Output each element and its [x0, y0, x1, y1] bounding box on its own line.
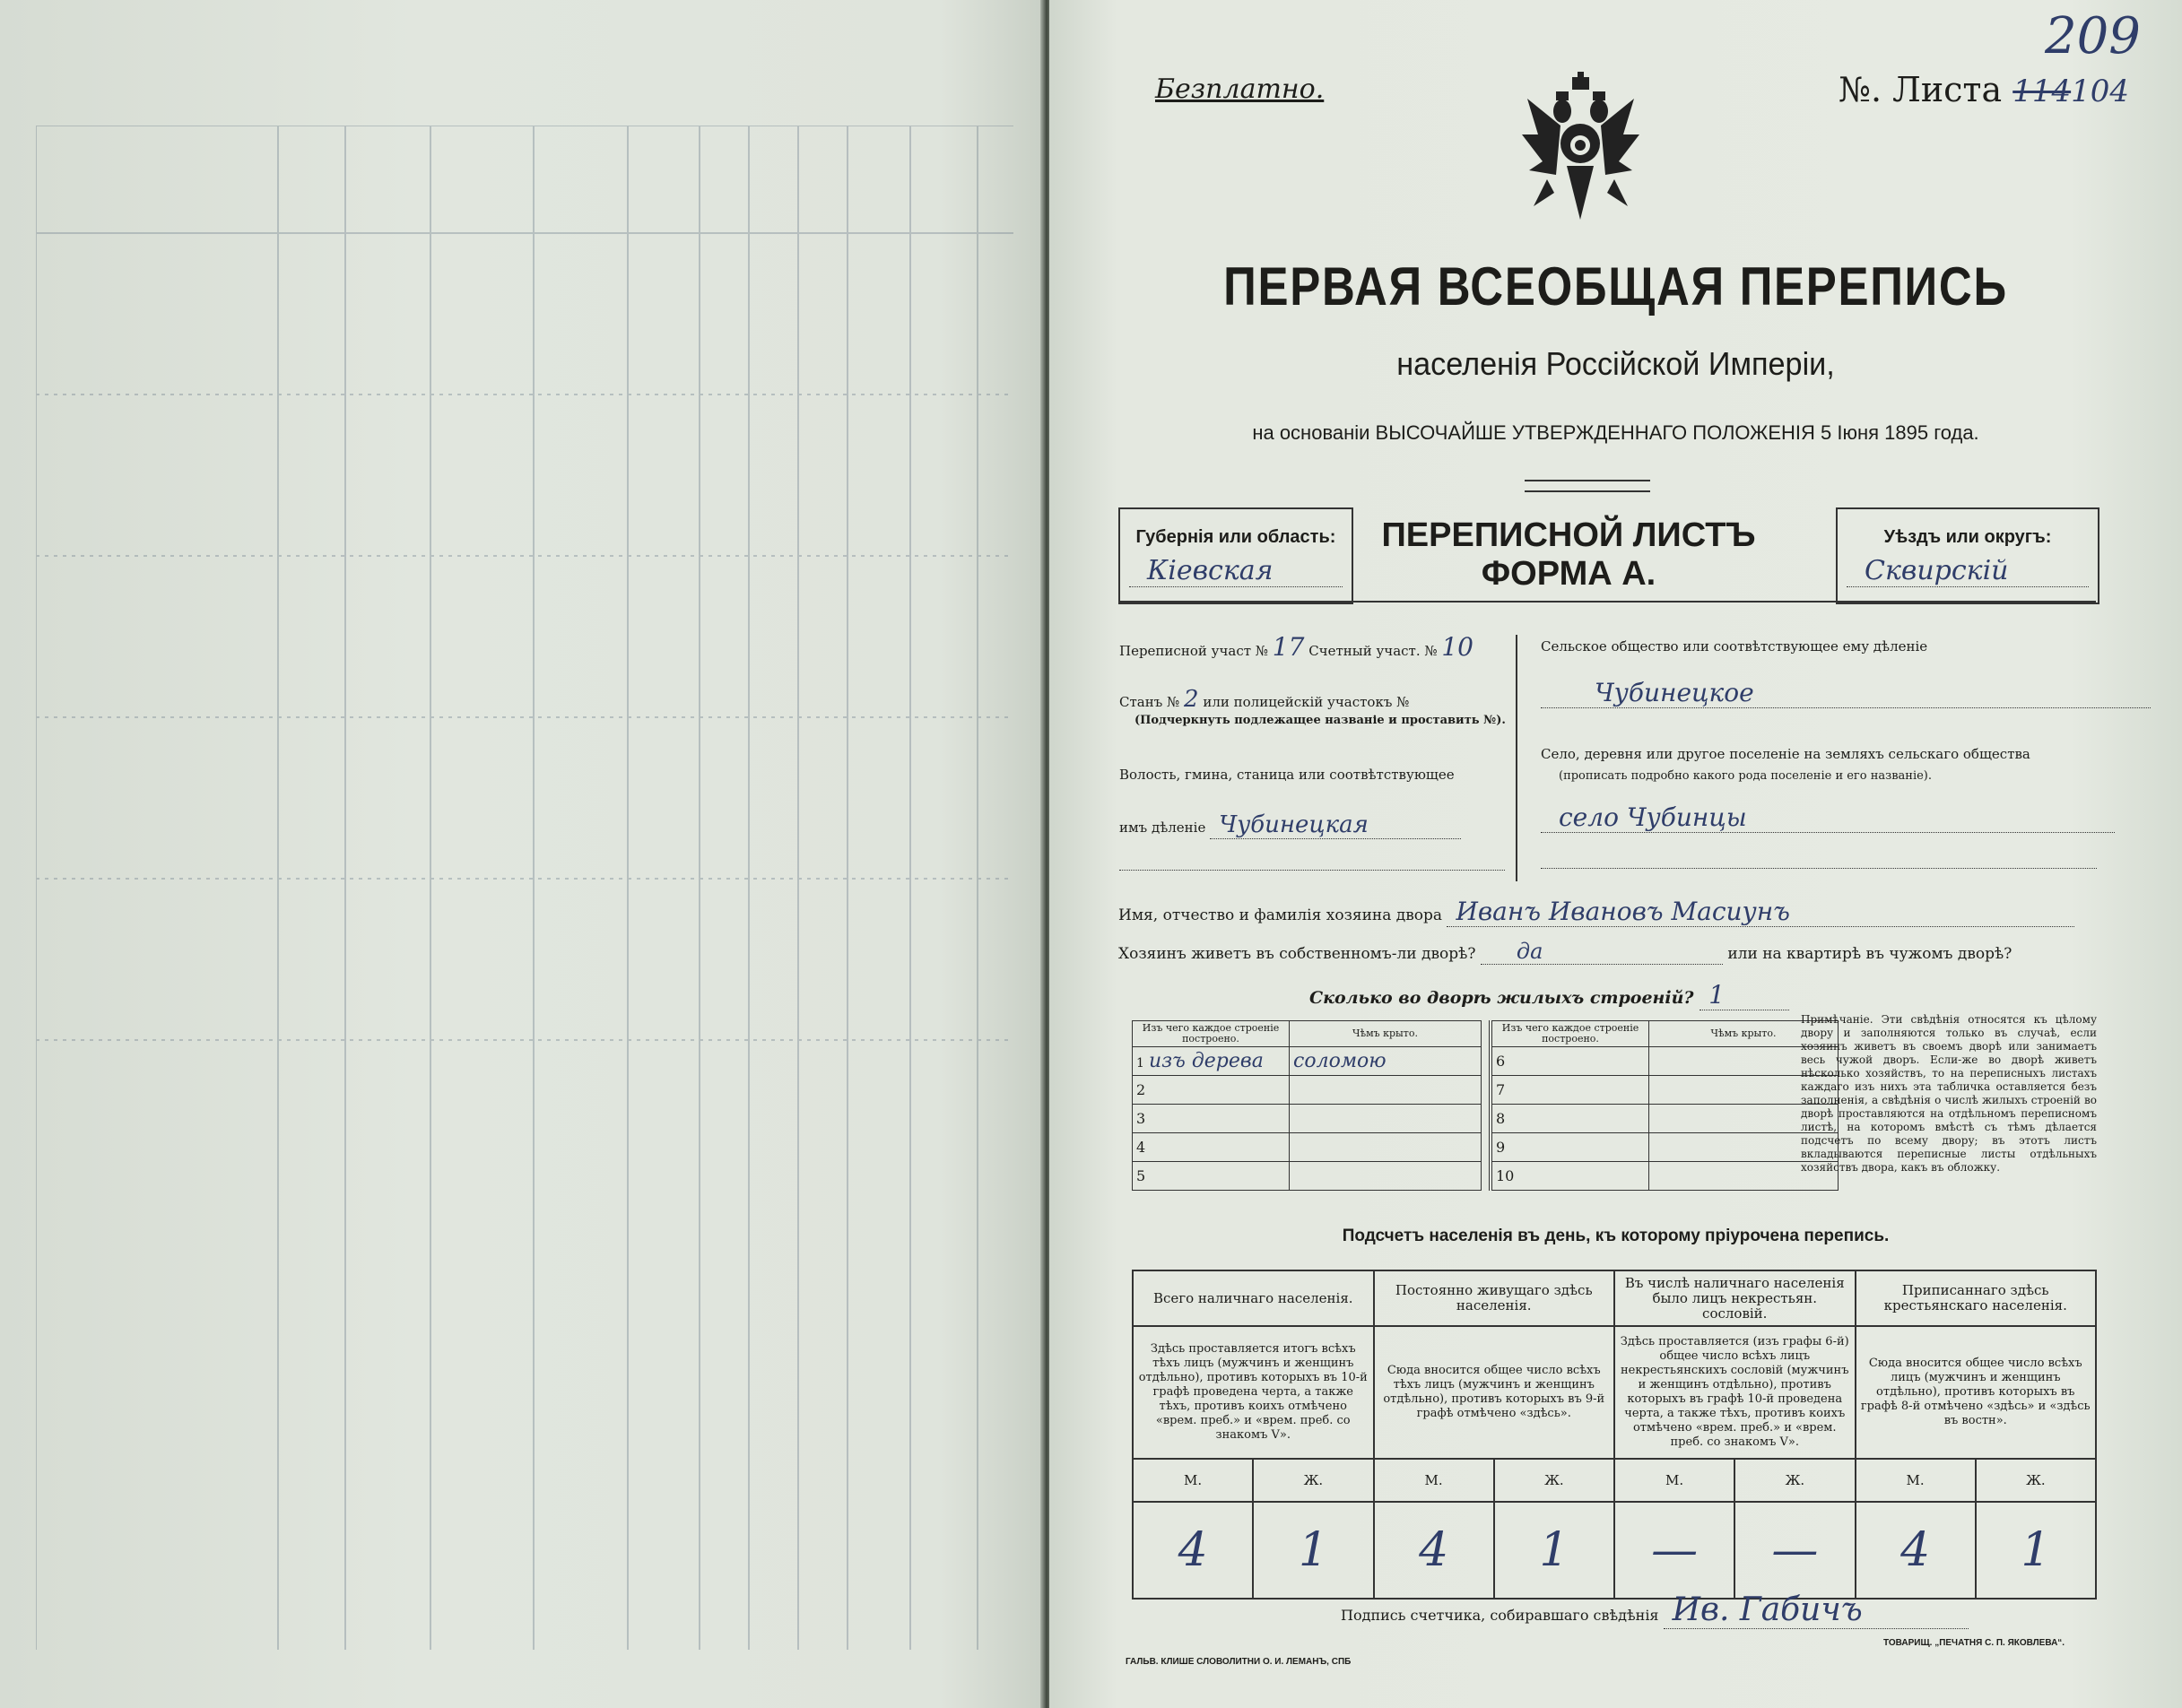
fields-divider	[1516, 635, 1517, 881]
form-title-box	[1354, 507, 1783, 601]
building-row	[1133, 1162, 1482, 1191]
form-subtitle: ФОРМА А.	[1481, 555, 1656, 593]
count-col-head: Всего наличнаго населенія.	[1133, 1270, 1374, 1326]
schetny-value: 10	[1441, 632, 1474, 662]
row-number: 10	[1491, 1162, 1649, 1191]
count-col-desc: Здѣсь проставляется (изъ графы 6-й) общее число всѣхъ лицъ некрестьянскихъ сословій (мужчинъ и женщинъ отдѣльно), противъ которыхъ въ графѣ 10-й проведена черта, а также тѣхъ, противъ коихъ отмѣчено «врем. преб.» и «врем. преб. со знакомъ V».	[1614, 1326, 1856, 1459]
form-title: ПЕРЕПИСНОЙ ЛИСТЪ	[1381, 516, 1756, 554]
male-label: М.	[1374, 1459, 1494, 1502]
stan-value: 2	[1184, 686, 1199, 713]
count-col-head: Приписаннаго здѣсь крестьянскаго населенія.	[1856, 1270, 2097, 1326]
count-col-desc: Сюда вносится общее число всѣхъ тѣхъ лицъ (мужчинъ и женщинъ отдѣльно), противъ которыхъ въ 9-й графѣ отмѣчено «здѣсь».	[1374, 1326, 1615, 1459]
legal-basis: на основаніи ВЫСОЧАЙШЕ УТВЕРЖДЕННАГО ПОЛОЖЕНІЯ 5 Іюня 1895 года.	[1252, 421, 1979, 444]
gubernia-box	[1118, 507, 1353, 604]
buildings-value: 1	[1700, 980, 1789, 1010]
free-label: Безплатно.	[1155, 74, 1325, 105]
building-row	[1133, 1076, 1482, 1105]
population-count-table	[1132, 1270, 2097, 1600]
gubernia-value: Кіевская	[1129, 555, 1343, 587]
main-title: ПЕРВАЯ ВСЕОБЩАЯ ПЕРЕПИСЬ	[1223, 256, 2008, 316]
volost-value: Чубинецкая	[1210, 811, 1461, 839]
row-number: 7	[1491, 1076, 1649, 1105]
buildings-row	[1309, 980, 1789, 1010]
row-number: 5	[1133, 1162, 1290, 1191]
female-label: Ж.	[1734, 1459, 1855, 1502]
stan-label: Станъ №	[1119, 694, 1180, 710]
left-page	[0, 0, 1043, 1708]
male-label: М.	[1856, 1459, 1976, 1502]
show-through-grid	[36, 126, 1013, 1650]
row-number: 6	[1491, 1047, 1649, 1076]
building-row	[1491, 1047, 1839, 1076]
building-roof: соломою	[1290, 1047, 1482, 1076]
own-yard-value: да	[1481, 939, 1723, 965]
sheet-number	[1839, 70, 2129, 109]
building-row	[1133, 1133, 1482, 1162]
female-count: 1	[1253, 1502, 1373, 1599]
row-number: 3	[1133, 1105, 1290, 1133]
volost-label-2: имъ дѣленіе	[1119, 819, 1206, 836]
female-count: 1	[1494, 1502, 1614, 1599]
printer-right: ТОВАРИЩ. „ПЕЧАТНЯ С. П. ЯКОВЛЕВА“.	[1883, 1638, 2065, 1648]
village-label: Село, деревня или другое поселеніе на земляхъ сельскаго общества	[1541, 746, 2030, 762]
signature-label: Подпись счетчика, собиравшаго свѣдѣнія	[1341, 1607, 1659, 1624]
volost-row	[1119, 811, 1505, 839]
archive-number: 209	[2045, 7, 2141, 65]
row-number: 2	[1133, 1076, 1290, 1105]
buildings-label: Сколько во дворѣ жилыхъ строеній?	[1309, 988, 1694, 1008]
building-row	[1491, 1162, 1839, 1191]
building-material: изъ дерева	[1149, 1050, 1264, 1072]
row-number: 1	[1136, 1056, 1144, 1071]
count-col-head: Постоянно живущаго здѣсь населенія.	[1374, 1270, 1615, 1326]
building-row	[1491, 1133, 1839, 1162]
own-yard-label: Хозяинъ живетъ въ собственномъ-ли дворѣ?	[1118, 945, 1476, 963]
count-title: Подсчетъ населенія въ день, къ которому пріурочена перепись.	[1342, 1227, 1890, 1245]
sheet-number-label: №. Листа	[1839, 70, 2003, 109]
buildings-table	[1132, 1020, 1839, 1191]
perepis-uchast-row	[1119, 632, 1505, 662]
owner-name-value: Иванъ Ивановъ Масиунъ	[1447, 897, 2074, 927]
uezd-value: Сквирскій	[1847, 555, 2089, 587]
volost-blank-line	[1119, 870, 1505, 871]
village-note: (прописать подробно какого рода поселеніе и его названіе).	[1559, 769, 1932, 783]
uezd-label: Уѣздъ или округъ:	[1883, 527, 2052, 547]
count-col-head: Въ числѣ наличнаго населенія было лицъ некрестьян. сословій.	[1614, 1270, 1856, 1326]
rent-label: или на квартирѣ въ чужомъ дворѣ?	[1727, 945, 2012, 963]
male-count: 4	[1133, 1502, 1253, 1599]
female-count: 1	[1976, 1502, 2096, 1599]
male-count: —	[1614, 1502, 1734, 1599]
owner-name-label: Имя, отчество и фамилія хозяина двора	[1118, 906, 1443, 924]
col-roof-header: Чѣмъ крыто.	[1290, 1021, 1482, 1047]
row-number: 9	[1491, 1133, 1649, 1162]
perepis-uchast-value: 17	[1272, 632, 1305, 662]
male-label: М.	[1614, 1459, 1734, 1502]
female-count: —	[1734, 1502, 1855, 1599]
female-label: Ж.	[1976, 1459, 2096, 1502]
note-text: Примѣчаніе. Эти свѣдѣнія относятся къ цѣлому двору и заполняются только въ случаѣ, если хозяинъ живетъ въ своемъ дворѣ или занимаетъ весь чужой дворъ. Если-же во дворѣ живетъ нѣсколько хозяйствъ, то на переписныхъ листахъ каждаго изъ нихъ эта табличка оставляется безъ заполненія, а свѣдѣнія о числѣ жилыхъ строеній во дворѣ проставляются на отдѣльномъ переписномъ листѣ, на которомъ вмѣстѣ съ тѣмъ дѣлается подсчетъ по всему двору; въ этотъ листъ вкладываются переписные листы отдѣльныхъ хозяйствъ двора, какъ въ обложку.	[1801, 1013, 2097, 1174]
printer-left: ГАЛЬВ. КЛИШЕ СЛОВОЛИТНИ О. И. ЛЕМАНЪ, СПБ	[1126, 1657, 1352, 1667]
owner-residence-row	[1118, 939, 2096, 965]
volost-label: Волость, гмина, станица или соотвѣтствующее	[1119, 767, 1455, 783]
female-label: Ж.	[1494, 1459, 1614, 1502]
building-row	[1491, 1105, 1839, 1133]
sheet-number-new: 104	[2071, 74, 2130, 109]
village-blank-line	[1541, 868, 2097, 869]
female-label: Ж.	[1253, 1459, 1373, 1502]
stan-row	[1119, 686, 1505, 713]
row-number: 8	[1491, 1105, 1649, 1133]
col-material-header: Изъ чего каждое строеніе построено.	[1491, 1021, 1649, 1047]
uezd-box	[1836, 507, 2099, 604]
male-count: 4	[1856, 1502, 1976, 1599]
gubernia-label: Губернія или область:	[1135, 527, 1336, 547]
village-value: село Чубинцы	[1541, 802, 2115, 833]
signature-row	[1341, 1591, 1969, 1629]
perepis-uchast-label: Переписной участ №	[1119, 643, 1268, 659]
double-headed-eagle-icon	[1520, 72, 1641, 224]
schetny-label: Счетный участ. №	[1308, 643, 1438, 659]
building-row	[1133, 1047, 1482, 1076]
ornament-divider	[1525, 480, 1650, 492]
society-value: Чубинецкое	[1541, 678, 2151, 708]
census-form-page	[1049, 0, 2182, 1708]
male-label: М.	[1133, 1459, 1253, 1502]
building-row	[1133, 1105, 1482, 1133]
owner-name-row	[1118, 897, 2096, 927]
signature-value: Ив. Габичъ	[1664, 1591, 1969, 1629]
count-col-desc: Сюда вносится общее число всѣхъ лицъ (мужчинъ и женщинъ отдѣльно), противъ которыхъ въ графѣ 8-й отмѣчено «здѣсь» и «здѣсь въ востн».	[1856, 1326, 2097, 1459]
male-count: 4	[1374, 1502, 1494, 1599]
subtitle: населенія Россійской Имперіи,	[1396, 345, 1835, 382]
row-number: 4	[1133, 1133, 1290, 1162]
society-label: Сельское общество или соотвѣтствующее ему дѣленіе	[1541, 638, 1928, 655]
sheet-number-old: 114	[2012, 74, 2072, 109]
col-roof-header: Чѣмъ крыто.	[1649, 1021, 1839, 1047]
col-material-header: Изъ чего каждое строеніе построено.	[1133, 1021, 1290, 1047]
header-rule	[1118, 601, 2096, 603]
count-col-desc: Здѣсь проставляется итогъ всѣхъ тѣхъ лицъ (мужчинъ и женщинъ отдѣльно), противъ которыхъ въ 10-й графѣ проведена черта, а также тѣхъ, противъ коихъ отмѣчено «врем. преб.» и «врем. преб. со знакомъ V».	[1133, 1326, 1374, 1459]
police-note: (Подчеркнуть подлежащее названіе и проставить №).	[1134, 714, 1506, 727]
police-label: или полицейскій участокъ №	[1203, 694, 1410, 710]
building-row	[1491, 1076, 1839, 1105]
